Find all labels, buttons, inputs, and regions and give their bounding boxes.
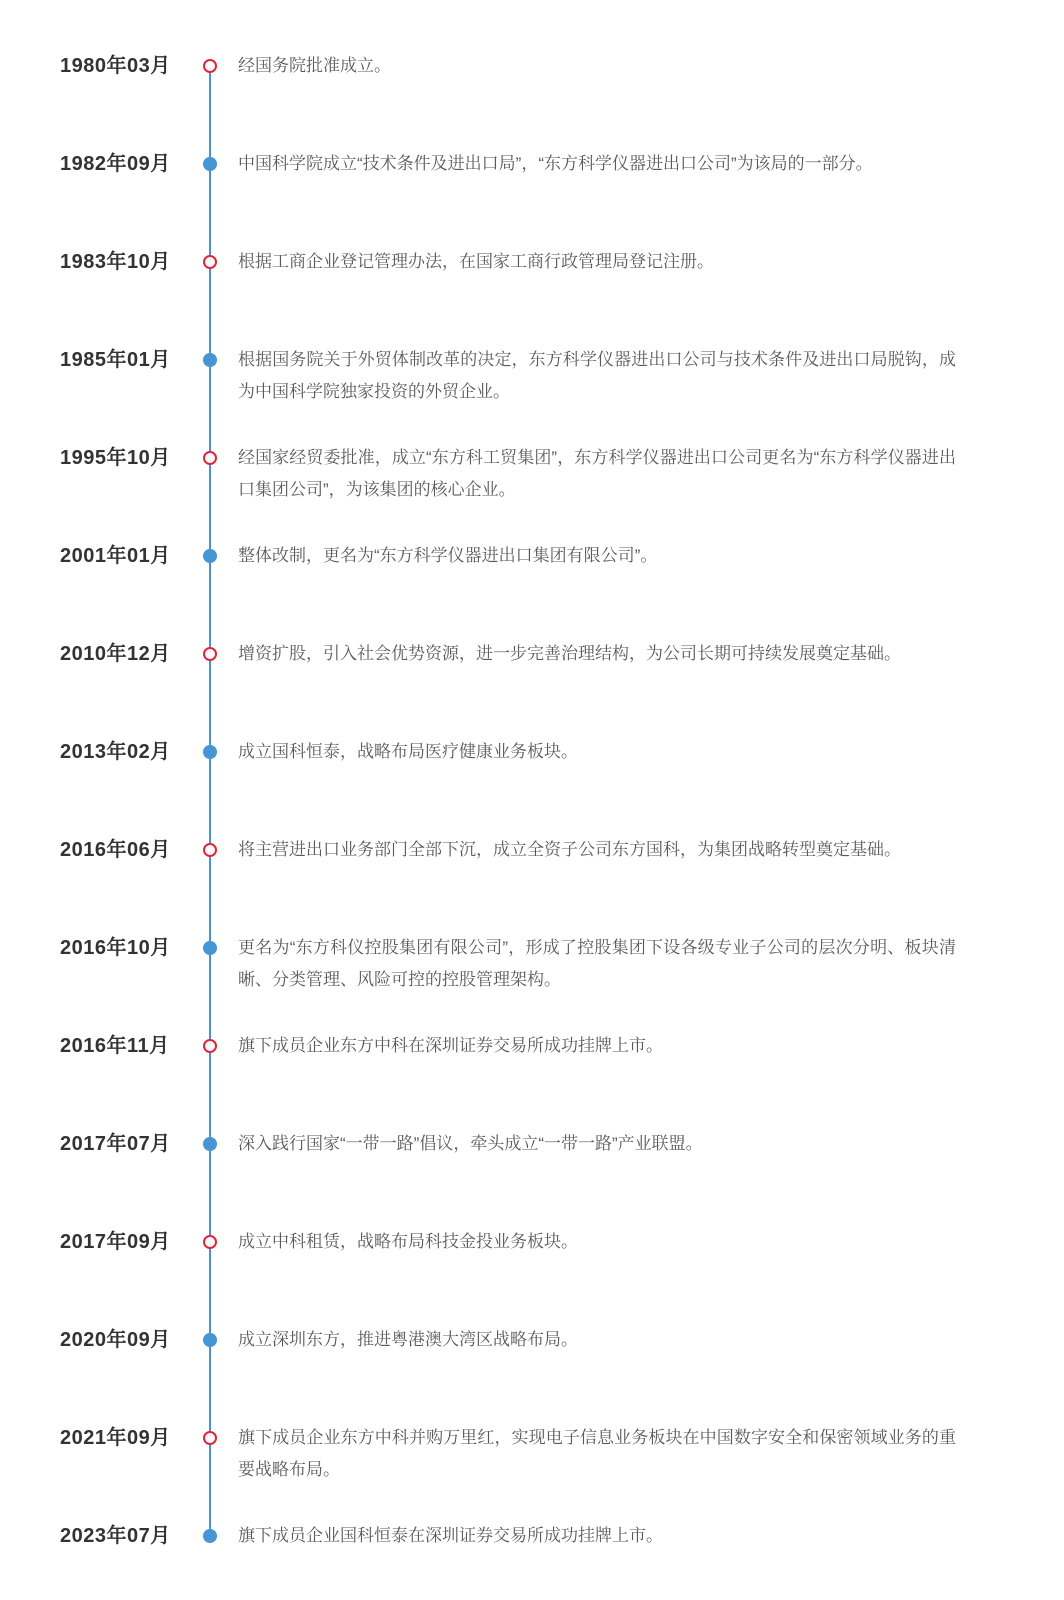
entry-date: 2010年12月 [60, 643, 171, 665]
entry-date: 2017年09月 [60, 1231, 171, 1253]
timeline-entry [0, 1520, 1064, 1600]
timeline-entry [0, 50, 1064, 130]
entry-description: 成立中科租赁，战略布局科技金投业务板块。 [238, 1232, 578, 1251]
timeline-dot-icon [203, 1137, 217, 1151]
timeline-entry [0, 1422, 1064, 1502]
entry-date: 2001年01月 [60, 545, 171, 567]
entry-date: 1983年10月 [60, 251, 171, 273]
timeline-dot-icon [203, 59, 217, 73]
timeline-entry [0, 1324, 1064, 1404]
entry-description: 旗下成员企业东方中科在深圳证券交易所成功挂牌上市。 [238, 1036, 663, 1055]
entry-date: 2017年07月 [60, 1133, 171, 1155]
timeline-entry [0, 1128, 1064, 1208]
entry-date: 1995年10月 [60, 447, 171, 469]
timeline-dot-icon [203, 1333, 217, 1347]
entry-date: 1982年09月 [60, 153, 171, 175]
timeline-dot-icon [203, 353, 217, 367]
timeline-dot-icon [203, 157, 217, 171]
entry-description: 旗下成员企业国科恒泰在深圳证券交易所成功挂牌上市。 [238, 1526, 663, 1545]
timeline-dot-icon [203, 647, 217, 661]
entry-description: 成立国科恒泰，战略布局医疗健康业务板块。 [238, 742, 578, 761]
entry-description: 经国家经贸委批准，成立“东方科工贸集团”，东方科学仪器进出口公司更名为“东方科学仪器进出口集团公司”，为该集团的核心企业。 [238, 448, 956, 499]
entry-date: 2021年09月 [60, 1427, 171, 1449]
entry-description: 旗下成员企业东方中科并购万里红，实现电子信息业务板块在中国数字安全和保密领域业务的重要战略布局。 [238, 1428, 956, 1479]
entry-description: 增资扩股，引入社会优势资源，进一步完善治理结构，为公司长期可持续发展奠定基础。 [238, 644, 901, 663]
timeline-dot-icon [203, 451, 217, 465]
timeline-dot-icon [203, 1529, 217, 1543]
timeline-entry [0, 1226, 1064, 1306]
entry-description: 成立深圳东方，推进粤港澳大湾区战略布局。 [238, 1330, 578, 1349]
timeline-entry [0, 540, 1064, 620]
entry-description: 深入践行国家“一带一路”倡议，牵头成立“一带一路”产业联盟。 [238, 1134, 703, 1153]
timeline-dot-icon [203, 1235, 217, 1249]
entry-date: 2016年06月 [60, 839, 171, 861]
entry-description: 将主营进出口业务部门全部下沉，成立全资子公司东方国科，为集团战略转型奠定基础。 [238, 840, 901, 859]
entry-description: 更名为“东方科仪控股集团有限公司”，形成了控股集团下设各级专业子公司的层次分明、板块清晰、分类管理、风险可控的控股管理架构。 [238, 938, 956, 989]
timeline-entry [0, 736, 1064, 816]
timeline-dot-icon [203, 941, 217, 955]
timeline-entry [0, 246, 1064, 326]
timeline-entry [0, 148, 1064, 228]
entry-description: 经国务院批准成立。 [238, 56, 391, 75]
timeline-entry [0, 1030, 1064, 1110]
entry-description: 根据国务院关于外贸体制改革的决定，东方科学仪器进出口公司与技术条件及进出口局脱钩，成为中国科学院独家投资的外贸企业。 [238, 350, 956, 401]
entry-date: 2023年07月 [60, 1525, 171, 1547]
entry-date: 2016年10月 [60, 937, 171, 959]
timeline-entry [0, 932, 1064, 1012]
entry-date: 1985年01月 [60, 349, 171, 371]
entry-description: 中国科学院成立“技术条件及进出口局”，“东方科学仪器进出口公司”为该局的一部分。 [238, 154, 873, 173]
timeline-dot-icon [203, 745, 217, 759]
timeline-dot-icon [203, 843, 217, 857]
entry-description: 根据工商企业登记管理办法，在国家工商行政管理局登记注册。 [238, 252, 714, 271]
entry-date: 2013年02月 [60, 741, 171, 763]
timeline-dot-icon [203, 1039, 217, 1053]
timeline-dot-icon [203, 549, 217, 563]
timeline-dot-icon [203, 255, 217, 269]
timeline-entry [0, 834, 1064, 914]
timeline-entry [0, 442, 1064, 522]
entry-date: 2016年11月 [60, 1035, 170, 1057]
timeline-dot-icon [203, 1431, 217, 1445]
entry-date: 1980年03月 [60, 55, 171, 77]
entry-description: 整体改制，更名为“东方科学仪器进出口集团有限公司”。 [238, 546, 658, 565]
timeline-entry [0, 638, 1064, 718]
timeline-entry [0, 344, 1064, 424]
entry-date: 2020年09月 [60, 1329, 171, 1351]
